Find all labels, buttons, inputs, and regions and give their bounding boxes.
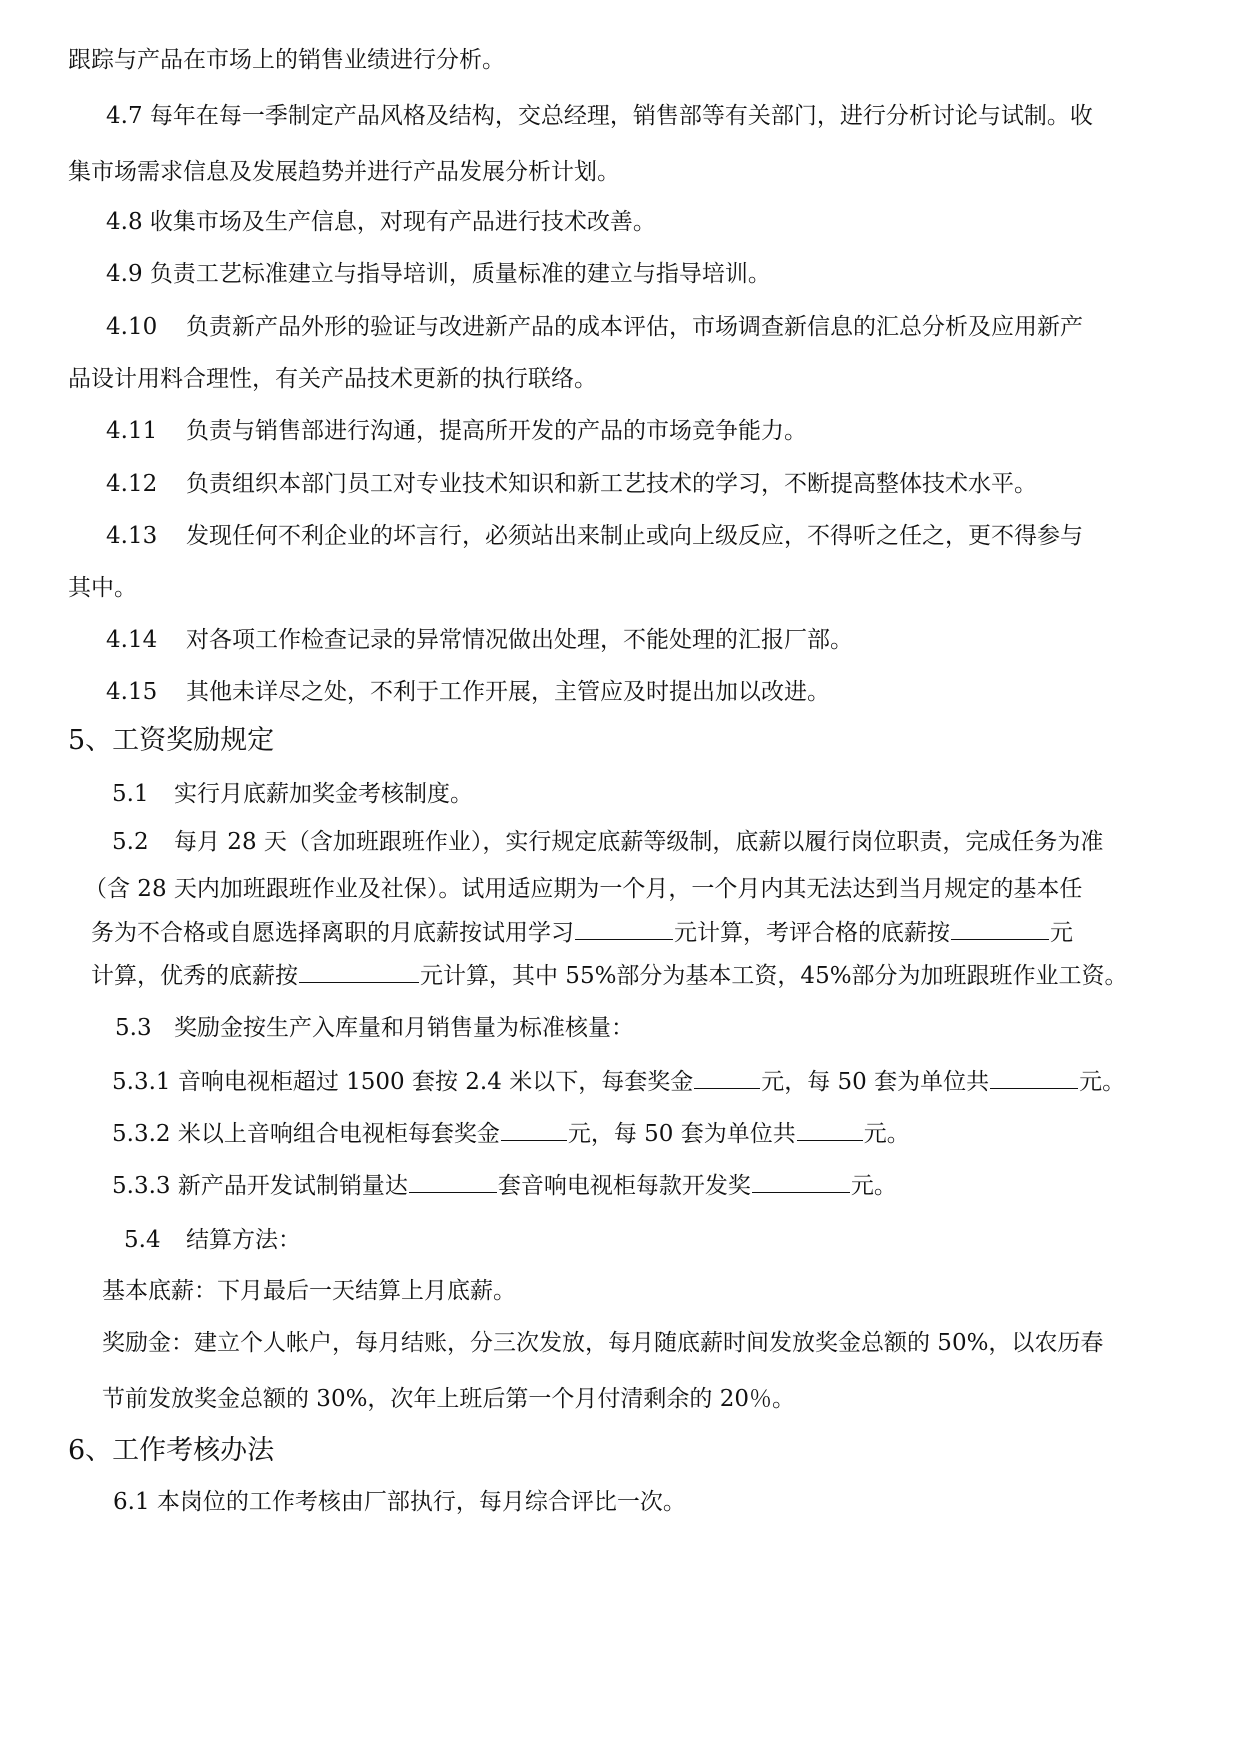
clause-number: 5.2 [112,829,149,855]
clause-text: 每月 28 天（含加班跟班作业），实行规定底薪等级制，底薪以履行岗位职责，完成任务为准 [174,829,1104,855]
paragraph-4-12 [106,469,1037,499]
paragraph-6-1: 6.1 本岗位的工作考核由厂部执行，每月综合评比一次。 [113,1489,686,1515]
clause-text: 负责新产品外形的验证与改进新产品的成本评估，市场调查新信息的汇总分析及应用新产 [186,314,1083,340]
paragraph-4-7: 4.7 每年在每一季制定产品风格及结构，交总经理，销售部等有关部门，进行分析讨论与试制。收 [106,103,1093,129]
paragraph-4-6-continuation: 跟踪与产品在市场上的销售业绩进行分析。 [68,47,505,73]
section-heading-6: 6、工作考核办法 [68,1435,275,1466]
text-segment: 元，每 50 套为单位共 [567,1121,796,1147]
paragraph-5-2-line-4 [91,960,1128,991]
paragraph-4-13 [106,521,1083,551]
bonus-settlement-continuation: 节前发放奖金总额的 30%，次年上班后第一个月付清剩余的 20％。 [102,1386,796,1412]
text-segment: 套音响电视柜每款开发奖 [497,1173,751,1199]
clause-number: 4.15 [106,679,158,705]
combo-bonus-per-set-blank[interactable] [501,1118,567,1141]
clause-text: 对各项工作检查记录的异常情况做出处理，不能处理的汇报厂部。 [186,627,853,653]
paragraph-4-10 [106,312,1083,342]
paragraph-5-3-3 [112,1170,897,1201]
paragraph-5-4 [124,1225,301,1255]
clause-text: 其他未详尽之处，不利于工作开展，主管应及时提出加以改进。 [186,679,830,705]
paragraph-5-2-line-2: （含 28 天内加班跟班作业及社保）。试用适应期为一个月，一个月内其无法达到当月规定的基本任 [84,876,1083,902]
clause-number: 5.1 [112,781,149,807]
text-segment: 5.3.2 米以上音响组合电视柜每套奖金 [112,1121,500,1147]
text-segment: 务为不合格或自愿选择离职的月底薪按试用学习 [91,920,574,946]
paragraph-4-13-continuation: 其中。 [68,575,137,601]
text-segment: 元计算，其中 55%部分为基本工资，45%部分为加班跟班作业工资。 [420,963,1128,989]
paragraph-5-2-line-3 [91,917,1073,948]
section-heading-5: 5、工资奖励规定 [68,725,275,756]
text-segment: 元，每 50 套为单位共 [761,1069,990,1095]
paragraph-5-3-1 [112,1066,1125,1097]
clause-number: 4.11 [106,418,158,444]
paragraph-4-7-continuation: 集市场需求信息及发展趋势并进行产品发展分析计划。 [68,159,620,185]
clause-number: 4.13 [106,523,158,549]
paragraph-4-15 [106,677,830,707]
paragraph-5-1 [112,779,473,809]
clause-number: 4.14 [106,627,158,653]
bonus-per-set-blank[interactable] [694,1066,760,1089]
text-segment: 元 [1050,920,1073,946]
excellent-salary-blank[interactable] [299,960,419,983]
text-segment: 计算，优秀的底薪按 [91,963,298,989]
text-segment: 5.3.1 音响电视柜超过 1500 套按 2.4 米以下，每套奖金 [112,1069,694,1095]
clause-text: 发现任何不利企业的坏言行，必须站出来制止或向上级反应，不得听之任之，更不得参与 [186,523,1083,549]
basic-salary-settlement: 基本底薪：下月最后一天结算上月底薪。 [102,1278,516,1304]
clause-text: 实行月底薪加奖金考核制度。 [174,781,473,807]
paragraph-4-8: 4.8 收集市场及生产信息，对现有产品进行技术改善。 [106,209,656,235]
qualified-salary-blank[interactable] [951,917,1049,940]
development-bonus-blank[interactable] [752,1170,850,1193]
paragraph-5-3 [115,1013,634,1043]
trial-salary-blank[interactable] [575,917,673,940]
paragraph-4-9: 4.9 负责工艺标准建立与指导培训，质量标准的建立与指导培训。 [106,261,771,287]
bonus-per-50-sets-blank[interactable] [990,1066,1078,1089]
sales-volume-blank[interactable] [409,1170,497,1193]
text-segment: 元。 [863,1121,910,1147]
clause-number: 5.3 [115,1015,152,1041]
clause-text: 奖励金按生产入库量和月销售量为标准核量： [174,1015,634,1041]
text-segment: 元计算，考评合格的底薪按 [674,920,950,946]
text-segment: 元。 [1079,1069,1126,1095]
clause-number: 5.4 [124,1227,161,1253]
combo-bonus-per-50-sets-blank[interactable] [797,1118,863,1141]
text-segment: 5.3.3 新产品开发试制销量达 [112,1173,408,1199]
paragraph-4-14 [106,625,853,655]
paragraph-5-3-2 [112,1118,910,1149]
clause-text: 结算方法： [186,1227,301,1253]
paragraph-4-11 [106,416,807,446]
clause-text: 负责与销售部进行沟通，提高所开发的产品的市场竞争能力。 [186,418,807,444]
clause-number: 4.10 [106,314,158,340]
clause-number: 4.12 [106,471,158,497]
bonus-settlement: 奖励金：建立个人帐户，每月结账，分三次发放，每月随底薪时间发放奖金总额的 50%，以农历春 [102,1330,1104,1356]
paragraph-5-2 [112,827,1103,857]
text-segment: 元。 [850,1173,897,1199]
clause-text: 负责组织本部门员工对专业技术知识和新工艺技术的学习，不断提高整体技术水平。 [186,471,1037,497]
paragraph-4-10-continuation: 品设计用料合理性，有关产品技术更新的执行联络。 [68,366,597,392]
